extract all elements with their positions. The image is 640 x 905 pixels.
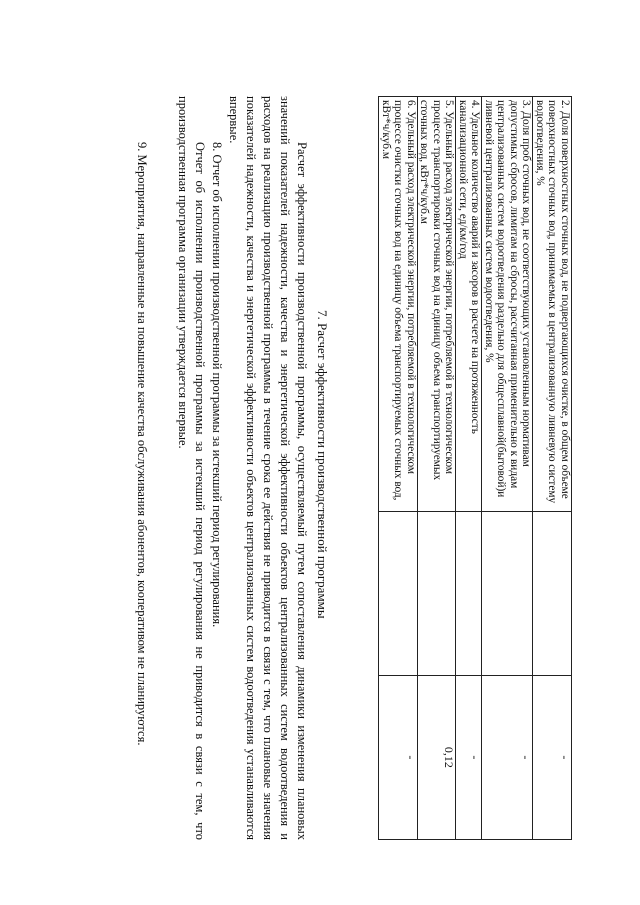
indicators-table: [379, 96, 573, 840]
table-row: [533, 97, 572, 840]
section9-text: 9. Мероприятия, направленные на повышение качества обслуживания абонентов, кооперативом не планируются.: [135, 142, 149, 746]
section7-body: [225, 96, 310, 840]
indicator-cell: 2. Доля поверхностных сточных вод, не подвергающихся очистке, в общем объеме поверхностных сточных вод, принимаемых в централизованную ливневую систему водоотведения, %: [533, 97, 572, 512]
indicator-cell: 4. Удельное количество аварий и засоров в расчете на протяженность канализационной сети, ед/км/год: [456, 97, 482, 512]
value-cell: -: [379, 675, 418, 839]
value-cell: -: [482, 675, 533, 839]
section7-text: Расчет эффективности производственной программы, осуществляемый путем сопоставления динамики изменения плановых значений показателей надежности, качества и энергетической эффективности объектов централизованных систем водоотведения и расходов на реализацию производственной программы в течение срока ее действия не приводится в связи с тем, что плановые значения показателей надежности, качества и энергетической эффективности объектов централизованных систем водоотведения устанавливаются впервые.: [227, 96, 309, 840]
section7-heading: 7. Расчет эффективности производственной программы: [315, 310, 330, 619]
table-row: [418, 97, 457, 840]
value-cell: [482, 512, 533, 676]
value-cell: -: [533, 675, 572, 839]
value-cell: [418, 512, 457, 676]
indicator-cell: 3. Доля проб сточных вод, не соответствующих установленным нормативам допустимых сбросов, лимитам на сбросы, рассчитанная применительно к видам централизованных систем водоотведения раздельно для общесплавной(бытовой)и ливневой централизованных систем водоотведения, %: [482, 97, 533, 512]
section8-text: Отчет об исполнении производственной программы за истекший период регулирования не приводится в связи с тем, что производственная программа организации утверждается впервые.: [176, 96, 207, 840]
value-cell: [533, 512, 572, 676]
table-row: [482, 97, 533, 840]
value-cell: 0,12: [418, 675, 457, 839]
value-cell: [456, 512, 482, 676]
indicator-cell: 6. Удельный расход электрической энергии, потребляемой в технологическом процессе очистки сточных вод на единицу объема транспортируемых сточных вод, кВт*ч/куб.м: [379, 97, 418, 512]
section8-heading: 8. Отчет об исполнении производственной программы за истекший период регулирования.: [210, 142, 224, 628]
section8-body: [174, 96, 225, 840]
value-cell: -: [456, 675, 482, 839]
section9-body: [133, 96, 150, 840]
table-row: [379, 97, 418, 840]
indicator-cell: 5. Удельный расход электрической энергии, потребляемой в технологическом процессе транспортировки сточных вод на единицу объема транспортируемых сточных вод, кВт*ч/куб.м: [418, 97, 457, 512]
table-row: [456, 97, 482, 840]
value-cell: [379, 512, 418, 676]
